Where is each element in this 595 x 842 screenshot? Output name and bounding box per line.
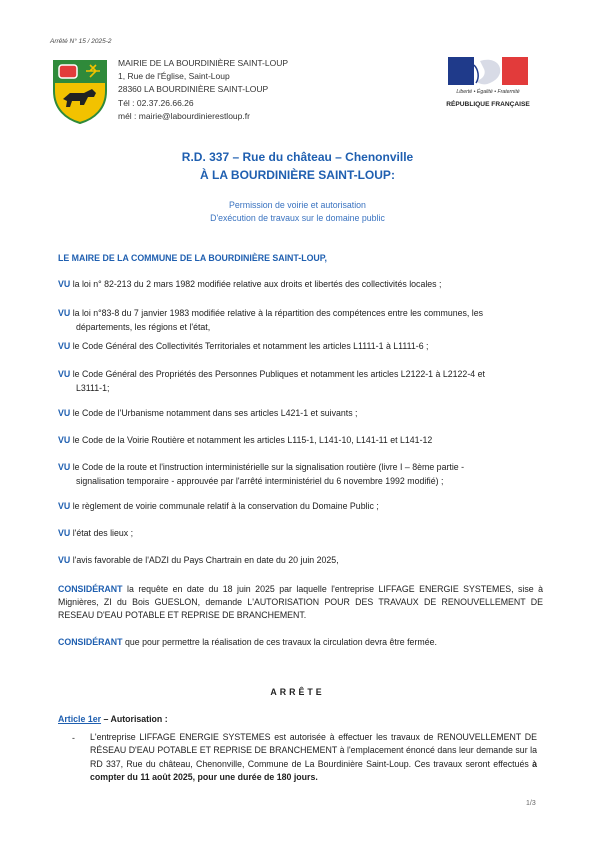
vu-clause-2 — [58, 307, 548, 334]
vu-keyword: VU — [58, 462, 71, 472]
maire-heading: LE MAIRE DE LA COMMUNE DE LA BOURDINIÈRE SAINT-LOUP, — [58, 253, 327, 263]
vu-text: le Code de l'Urbanisme notamment dans ses articles L421-1 et suivants ; — [72, 408, 358, 418]
vu-keyword: VU — [58, 408, 71, 418]
vu-clause-5 — [58, 407, 548, 421]
vu-text: le Code de la route et l'instruction interministérielle sur la signalisation routière (livre I – 8ème partie - — [72, 462, 465, 472]
mairie-postcode: 28360 LA BOURDINIÈRE SAINT-LOUP — [118, 84, 269, 95]
considerant-1 — [58, 583, 543, 622]
vu-text: le Code Général des Propriétés des Personnes Publiques et notamment les articles L2122-1 à L2122-4 et — [72, 369, 485, 379]
vu-clause-1 — [58, 278, 548, 292]
vu-text: l'état des lieux ; — [72, 528, 134, 538]
mairie-name: MAIRIE DE LA BOURDINIÈRE SAINT-LOUP — [118, 58, 289, 68]
list-dash: - — [72, 733, 75, 743]
vu-keyword: VU — [58, 435, 71, 445]
vu-text: le Code Général des Collectivités Territoriales et notamment les articles L1111-1 à L1111-6 ; — [72, 341, 429, 351]
article-label: Article 1er — [58, 714, 102, 724]
considerant-keyword: CONSIDÉRANT — [58, 637, 123, 647]
mairie-phone: Tél : 02.37.26.66.26 — [118, 97, 194, 108]
title-line-1: R.D. 337 – Rue du château – Chenonville — [181, 150, 414, 164]
article-text: L'entreprise LIFFAGE ENERGIE SYSTEMES est autorisée à effectuer les travaux de RENOUVELLEMENT DE RÉSEAU D'EAU POTABLE ET REPRISE DE BRANCHEMENT à l'emplacement énoncé dans leur demande sur la RD 337, Rue du château, Chenonville, Commune de La Bourdinière Saint-Loup. Ces travaux seront effectués — [90, 732, 537, 769]
vu-text: l'avis favorable de l'ADZI du Pays Chartrain en date du 20 juin 2025, — [72, 555, 339, 565]
article-text-bold: à compter du 11 août 2025, pour une durée de 180 jours. — [90, 758, 537, 783]
republique-francaise-label: RÉPUBLIQUE FRANÇAISE — [446, 101, 530, 108]
considerant-text: la requête en date du 18 juin 2025 par laquelle l'entreprise LIFFAGE ENERGIE SYSTEMES, sise à Mignières, ZI du Bois GUESLON, demande L'AUTORISATION POUR DES TRAVAUX DE RENOUVELLEMENT DE RESEAU D'EAU POTABLE ET REPRISE DE BRANCHEMENT. — [58, 584, 543, 620]
vu-keyword: VU — [58, 369, 71, 379]
vu-keyword: VU — [58, 308, 71, 318]
subtitle-line-2: D'exécution de travaux sur le domaine public — [210, 213, 385, 223]
page-number: 1/3 — [526, 800, 536, 807]
commune-crest-logo — [50, 57, 110, 125]
vu-clause-6 — [58, 434, 548, 448]
arrete-reference: Arrêté N° 15 / 2025-2 — [50, 38, 112, 45]
vu-text: le Code de la Voirie Routière et notamment les articles L115-1, L141-10, L141-11 et L141-12 — [72, 435, 433, 445]
vu-clause-10 — [58, 554, 548, 568]
considerant-2 — [58, 636, 543, 649]
vu-keyword: VU — [58, 528, 71, 538]
vu-keyword: VU — [58, 555, 71, 565]
considerant-keyword: CONSIDÉRANT — [58, 584, 123, 594]
article-1-heading — [58, 714, 168, 724]
mairie-email: mél : mairie@labourdinierestloup.fr — [118, 110, 250, 121]
vu-clause-8 — [58, 500, 548, 514]
vu-keyword: VU — [58, 341, 71, 351]
subtitle-line-1: Permission de voirie et autorisation — [229, 200, 366, 210]
vu-clause-4 — [58, 368, 548, 395]
vu-clause-7 — [58, 461, 548, 488]
vu-text: le règlement de voirie communale relatif à la conservation du Domaine Public ; — [72, 501, 379, 511]
mairie-address — [118, 57, 288, 123]
vu-text: la loi n° 82-213 du 2 mars 1982 modifiée relative aux droits et libertés des collectivités locales ; — [72, 279, 442, 289]
article-1-text — [90, 731, 537, 785]
vu-keyword: VU — [58, 279, 71, 289]
vu-clause-3 — [58, 340, 548, 354]
mairie-street: 1, Rue de l'Église, Saint-Loup — [118, 71, 230, 82]
vu-keyword: VU — [58, 501, 71, 511]
vu-text: la loi n°83-8 du 7 janvier 1983 modifiée relative à la répartition des compétences entre les communes, les — [72, 308, 484, 318]
arrete-heading: ARRÊTE — [270, 687, 325, 697]
republique-devise: Liberté • Égalité • Fraternité — [456, 89, 520, 95]
vu-text-cont: L3111-1; — [76, 382, 110, 393]
vu-text-cont: départements, les régions et l'état, — [76, 321, 211, 332]
considerant-text: que pour permettre la réalisation de ces travaux la circulation devra être fermée. — [124, 637, 437, 647]
title-line-2: À LA BOURDINIÈRE SAINT-LOUP: — [200, 168, 395, 182]
article-title: – Autorisation : — [103, 714, 168, 724]
vu-clause-9 — [58, 527, 548, 541]
vu-text-cont: signalisation temporaire - approuvée par l'arrêté interministériel du 6 novembre 1992 modifié) ; — [76, 475, 444, 486]
